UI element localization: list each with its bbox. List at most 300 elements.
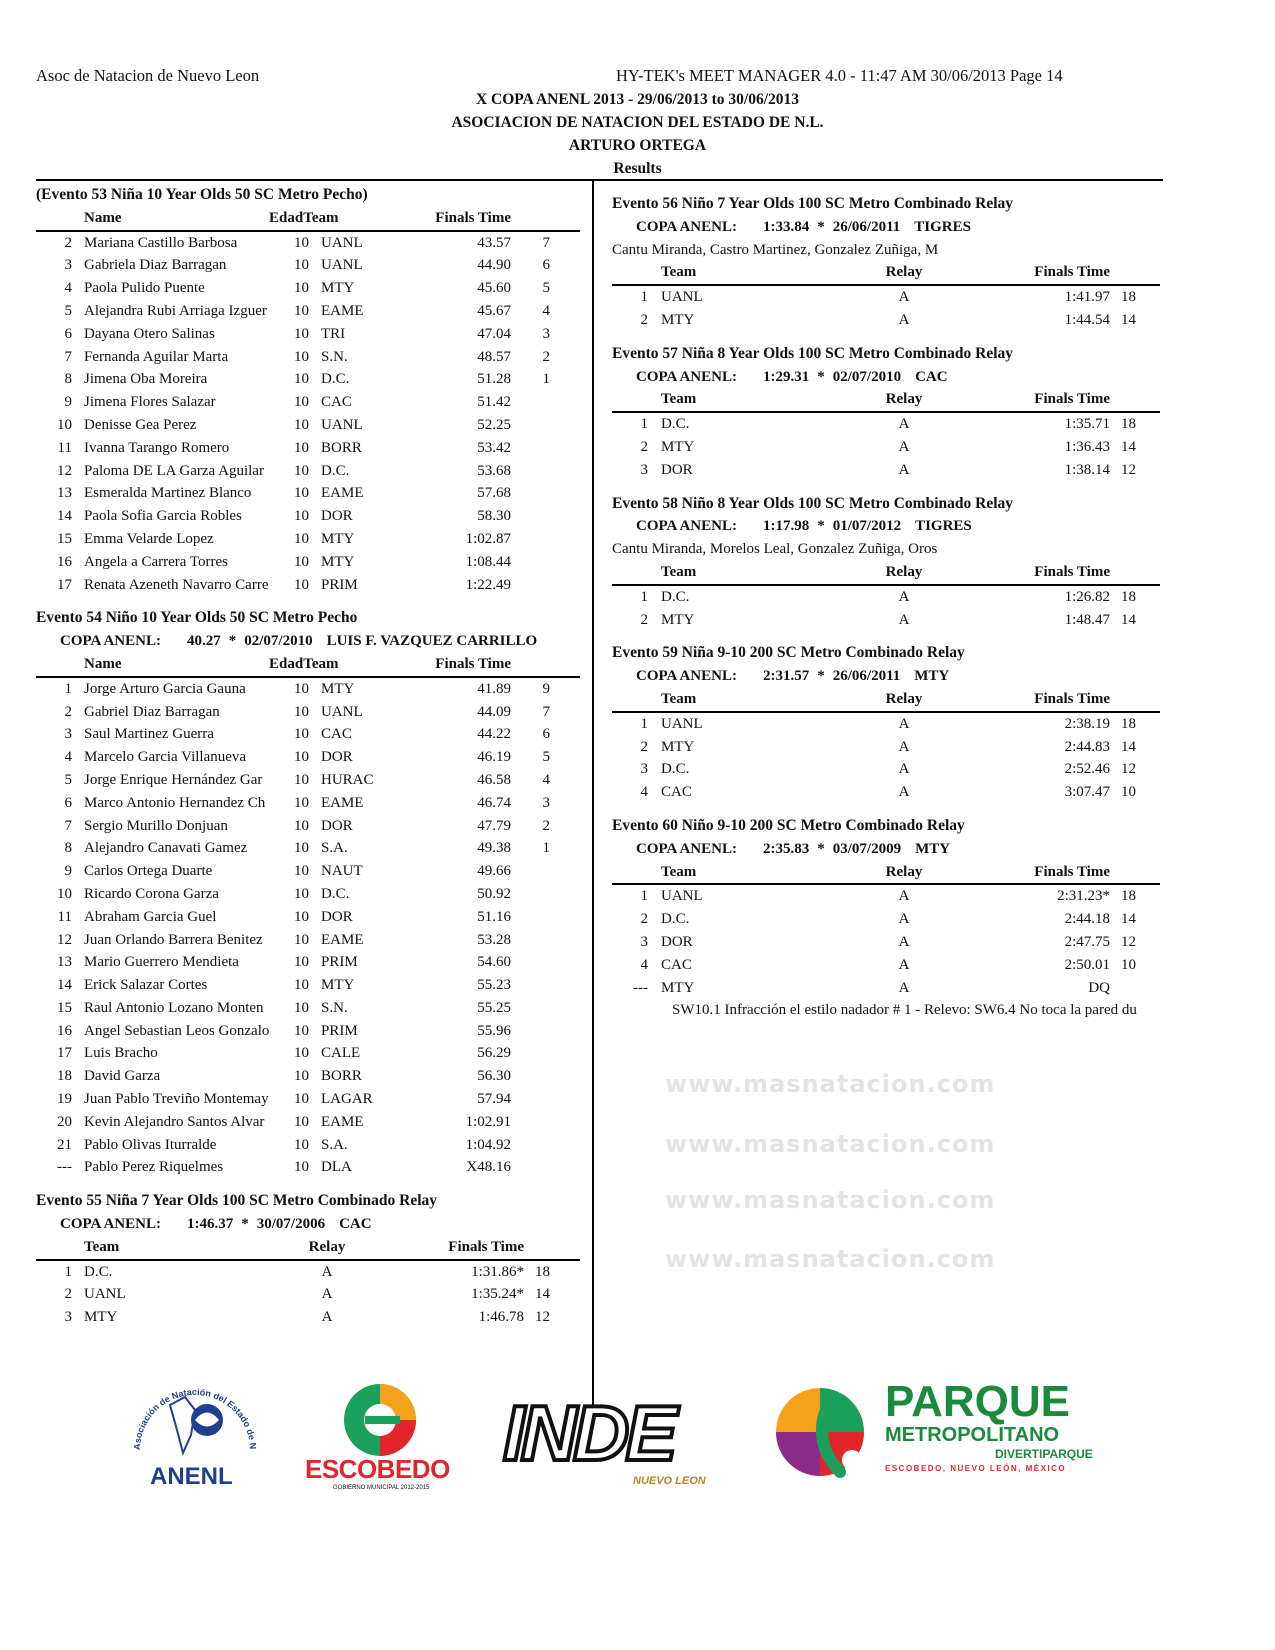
association-title: ASOCIACION DE NATACION DEL ESTADO DE N.L. [451, 114, 824, 131]
escobedo-logo [305, 1380, 455, 1500]
result-name: Paloma DE LA Garza Aguilar [84, 462, 264, 479]
result-place: 2 [640, 911, 648, 928]
result-row [612, 885, 1160, 908]
result-time: DQ [1088, 979, 1110, 996]
result-place: 9 [64, 394, 72, 411]
result-row [36, 368, 580, 391]
result-team: MTY [661, 438, 695, 455]
result-time: 1:02.87 [465, 530, 511, 547]
result-row [36, 769, 580, 792]
result-points: 2 [542, 348, 550, 365]
result-team: DOR [661, 461, 693, 478]
result-row [36, 1065, 580, 1088]
result-points: 14 [1121, 611, 1136, 628]
result-time: 2:50.01 [1064, 956, 1110, 973]
result-time: 46.58 [477, 771, 511, 788]
result-place: 11 [57, 908, 72, 925]
result-row [36, 528, 580, 551]
result-team: UANL [321, 234, 363, 251]
meet-record [612, 366, 1160, 389]
result-time: 45.60 [477, 280, 511, 297]
result-relay: A [898, 289, 910, 306]
result-relay: A [321, 1286, 333, 1303]
result-place: 3 [64, 726, 72, 743]
record-time: 2:31.57 [762, 668, 810, 685]
result-place: --- [57, 1159, 72, 1176]
result-place: 10 [57, 885, 72, 902]
result-team: D.C. [661, 761, 690, 778]
result-age: 10 [294, 977, 309, 994]
result-place: 3 [64, 1309, 72, 1326]
result-points: 18 [1121, 289, 1136, 306]
result-row [612, 736, 1160, 759]
result-team: CALE [321, 1045, 361, 1062]
result-team: D.C. [661, 588, 690, 605]
parque-line1: PARQUE [885, 1377, 1070, 1426]
meet-record [36, 630, 580, 653]
inde-sub: NUEVO LEON [633, 1475, 706, 1487]
event-block [612, 815, 1160, 1022]
result-name: Paola Sofia Garcia Robles [84, 508, 242, 525]
result-team: D.C. [321, 371, 350, 388]
header-relay: Relay [885, 264, 923, 281]
result-row [36, 837, 580, 860]
header-team: Team [661, 563, 697, 580]
anenl-name: ANENL [150, 1463, 233, 1490]
result-age: 10 [294, 234, 309, 251]
result-row [36, 254, 580, 277]
result-name: Fernanda Aguilar Marta [84, 348, 229, 365]
result-time: 51.16 [477, 908, 511, 925]
result-row [36, 1156, 580, 1179]
result-place: --- [633, 979, 648, 996]
result-points: 5 [542, 749, 550, 766]
result-relay: A [898, 588, 910, 605]
inde-name: INDE [503, 1389, 674, 1477]
parque-line3: DIVERTIPARQUE [995, 1447, 1093, 1461]
result-time: 1:46.78 [478, 1309, 524, 1326]
event-title: (Evento 53 Niña 10 Year Olds 50 SC Metro Pecho) [36, 186, 368, 203]
result-points: 7 [542, 234, 550, 251]
event-title: Evento 56 Niño 7 Year Olds 100 SC Metro Combinado Relay [612, 195, 1014, 212]
result-place: 8 [64, 371, 72, 388]
result-time: 49.66 [477, 863, 511, 880]
result-name: Jimena Flores Salazar [84, 394, 216, 411]
result-team: EAME [321, 1113, 364, 1130]
result-relay: A [898, 438, 910, 455]
result-age: 10 [294, 302, 309, 319]
result-row [36, 414, 580, 437]
result-team: S.A. [321, 1136, 348, 1153]
result-place: 6 [64, 325, 72, 342]
result-time: 2:31.23* [1057, 888, 1110, 905]
result-time: 50.92 [477, 885, 511, 902]
result-place: 4 [640, 784, 648, 801]
result-row [36, 1134, 580, 1157]
result-place: 1 [640, 715, 648, 732]
result-time: 1:48.47 [1064, 611, 1110, 628]
result-age: 10 [294, 348, 309, 365]
result-time: 57.68 [477, 485, 511, 502]
result-row [36, 883, 580, 906]
result-place: 1 [640, 588, 648, 605]
result-points: 12 [535, 1309, 550, 1326]
svg-text:Asociación de Natación del Est [125, 1375, 258, 1450]
record-holder: LUIS F. VAZQUEZ CARRILLO [326, 633, 538, 650]
result-name: Jimena Oba Moreira [84, 371, 208, 388]
result-place: 2 [64, 703, 72, 720]
header-team: Team [661, 264, 697, 281]
result-points: 4 [542, 302, 550, 319]
result-time: X48.16 [466, 1159, 511, 1176]
result-row [36, 323, 580, 346]
result-row [612, 977, 1160, 1000]
result-team: CAC [661, 956, 692, 973]
result-relay: A [898, 888, 910, 905]
result-time: 1:08.44 [465, 553, 511, 570]
result-age: 10 [294, 680, 309, 697]
result-team: DLA [321, 1159, 352, 1176]
result-time: 55.23 [477, 977, 511, 994]
result-row [612, 713, 1160, 736]
result-time: 54.60 [477, 954, 511, 971]
result-time: 58.30 [477, 508, 511, 525]
result-place: 5 [64, 302, 72, 319]
result-row [612, 586, 1160, 609]
header-name: Name [84, 209, 122, 226]
result-points: 3 [542, 325, 550, 342]
result-row [36, 551, 580, 574]
result-row [36, 574, 580, 597]
result-age: 10 [294, 508, 309, 525]
result-place: 5 [64, 771, 72, 788]
result-place: 10 [57, 416, 72, 433]
result-age: 10 [294, 840, 309, 857]
result-team: DOR [321, 817, 353, 834]
result-name: Ricardo Corona Garza [84, 885, 219, 902]
result-row [36, 701, 580, 724]
record-date: 26/06/2011 [832, 218, 901, 235]
event-title: Evento 55 Niña 7 Year Olds 100 SC Metro Combinado Relay [36, 1192, 438, 1210]
result-place: 18 [57, 1068, 72, 1085]
result-age: 10 [294, 1113, 309, 1130]
record-label: COPA ANENL: [60, 1216, 161, 1233]
event-block [36, 1190, 580, 1329]
result-relay: A [898, 979, 910, 996]
header-time: Finals Time [1034, 563, 1110, 580]
record-time: 1:29.31 [762, 368, 810, 385]
result-place: 3 [640, 461, 648, 478]
record-mark: * [241, 1216, 249, 1233]
record-date: 01/07/2012 [832, 518, 902, 535]
result-name: Luis Bracho [84, 1045, 158, 1062]
result-row [36, 723, 580, 746]
header-relay: Relay [308, 1238, 346, 1255]
table-header [36, 207, 580, 232]
watermark: www.masnatacion.com [665, 1070, 996, 1098]
result-row [36, 974, 580, 997]
result-points: 7 [542, 703, 550, 720]
result-team: CAC [321, 394, 352, 411]
result-age: 10 [294, 371, 309, 388]
result-time: 47.79 [477, 817, 511, 834]
result-time: 43.57 [477, 234, 511, 251]
relay-swimmers: Cantu Miranda, Castro Martinez, Gonzalez Zuñiga, M [612, 241, 939, 258]
result-team: HURAC [321, 771, 374, 788]
result-team: CAC [321, 726, 352, 743]
record-date: 26/06/2011 [832, 668, 901, 685]
result-place: 11 [57, 439, 72, 456]
result-time: 48.57 [477, 348, 511, 365]
result-team: S.N. [321, 999, 348, 1016]
result-age: 10 [294, 794, 309, 811]
result-points: 1 [542, 840, 550, 857]
table-header [36, 1236, 580, 1261]
result-place: 2 [64, 1286, 72, 1303]
result-points: 18 [1121, 715, 1136, 732]
table-header [36, 653, 580, 678]
result-name: Sergio Murillo Donjuan [84, 817, 228, 834]
event-title: Evento 59 Niña 9-10 200 SC Metro Combinado Relay [612, 644, 965, 662]
record-label: COPA ANENL: [636, 840, 737, 857]
result-points: 9 [542, 680, 550, 697]
result-age: 10 [294, 908, 309, 925]
record-date: 03/07/2009 [832, 840, 902, 857]
result-place: 2 [640, 438, 648, 455]
result-team: MTY [321, 977, 355, 994]
event-title: Evento 60 Niño 9-10 200 SC Metro Combinado Relay [612, 816, 965, 834]
result-place: 13 [57, 954, 72, 971]
header-name: Name [84, 655, 122, 672]
result-team: MTY [661, 311, 695, 328]
result-team: EAME [321, 485, 364, 502]
result-points: 18 [1121, 416, 1136, 433]
result-time: 2:38.19 [1064, 715, 1110, 732]
result-name: Angela a Carrera Torres [84, 553, 229, 570]
record-time: 2:35.83 [762, 840, 810, 857]
result-row [36, 232, 580, 255]
result-time: 53.42 [477, 439, 511, 456]
header-time: Finals Time [1034, 391, 1110, 408]
record-holder: CAC [339, 1216, 372, 1233]
org-name: Asoc de Natacion de Nuevo Leon [36, 66, 260, 85]
result-time: 45.67 [477, 302, 511, 319]
result-row [36, 746, 580, 769]
result-place: 3 [64, 257, 72, 274]
result-age: 10 [294, 1136, 309, 1153]
record-time: 1:33.84 [762, 218, 810, 235]
header-relay: Relay [885, 863, 923, 880]
result-age: 10 [294, 576, 309, 593]
result-team: BORR [321, 1068, 362, 1085]
header-time: Finals Time [1034, 690, 1110, 707]
software-info: HY-TEK's MEET MANAGER 4.0 - 11:47 AM 30/06/2013 Page 14 [616, 66, 1063, 85]
result-place: 9 [64, 863, 72, 880]
result-place: 1 [64, 1263, 72, 1280]
parque-logo [770, 1377, 1093, 1490]
result-row [36, 792, 580, 815]
result-row [612, 309, 1160, 332]
result-row [36, 300, 580, 323]
table-header [612, 561, 1160, 586]
result-team: D.C. [84, 1263, 113, 1280]
record-holder: CAC [915, 368, 948, 385]
result-time: 55.96 [477, 1022, 511, 1039]
result-place: 8 [64, 840, 72, 857]
meet-record [612, 838, 1160, 861]
result-name: Esmeralda Martinez Blanco [84, 485, 252, 502]
result-team: MTY [661, 979, 695, 996]
result-age: 10 [294, 1022, 309, 1039]
record-time: 1:17.98 [762, 518, 810, 535]
result-age: 10 [294, 530, 309, 547]
result-name: Gabriela Diaz Barragan [84, 257, 227, 274]
result-team: UANL [661, 715, 703, 732]
result-time: 1:44.54 [1064, 311, 1110, 328]
watermark: www.masnatacion.com [665, 1186, 996, 1214]
escobedo-name [305, 1454, 450, 1485]
result-points: 18 [1121, 888, 1136, 905]
result-row [36, 1283, 580, 1306]
result-team: D.C. [321, 885, 350, 902]
record-time: 40.27 [186, 633, 221, 650]
result-points: 12 [1121, 933, 1136, 950]
result-row [612, 954, 1160, 977]
result-name: Alejandro Canavati Gamez [84, 840, 248, 857]
result-time: 52.25 [477, 416, 511, 433]
result-relay: A [898, 461, 910, 478]
result-team: UANL [84, 1286, 126, 1303]
result-team: MTY [84, 1309, 118, 1326]
result-relay: A [898, 784, 910, 801]
result-points: 12 [1121, 761, 1136, 778]
result-team: CAC [661, 784, 692, 801]
result-team: MTY [321, 553, 355, 570]
sponsor-logos [0, 1375, 1275, 1505]
result-row [36, 482, 580, 505]
result-relay: A [321, 1309, 333, 1326]
result-time: 3:07.47 [1064, 784, 1110, 801]
result-team: NAUT [321, 863, 363, 880]
result-age: 10 [294, 771, 309, 788]
top-rule [36, 179, 1163, 181]
result-name: Saul Martinez Guerra [84, 726, 214, 743]
anenl-ring-text: Asociación de Natación del Estado de N [131, 1386, 259, 1451]
result-team: TRI [321, 325, 346, 342]
header-relay: Relay [885, 563, 923, 580]
result-points: 4 [542, 771, 550, 788]
result-points: 14 [1121, 738, 1136, 755]
result-name: Carlos Ortega Duarte [84, 863, 213, 880]
result-team: MTY [321, 680, 355, 697]
result-name: Alejandra Rubi Arriaga Izguer [84, 302, 267, 319]
result-time: 51.28 [477, 371, 511, 388]
result-name: Abraham Garcia Guel [84, 908, 217, 925]
result-age: 10 [294, 325, 309, 342]
result-team: PRIM [321, 576, 358, 593]
result-time: 44.22 [477, 726, 511, 743]
header-relay: Relay [885, 690, 923, 707]
record-holder: TIGRES [914, 218, 971, 235]
result-time: 53.68 [477, 462, 511, 479]
parque-line4: ESCOBEDO, NUEVO LEÓN, MÉXICO [885, 1464, 1067, 1473]
result-team: S.A. [321, 840, 348, 857]
result-place: 21 [57, 1136, 72, 1153]
result-points: 5 [542, 280, 550, 297]
result-name: Dayana Otero Salinas [84, 325, 215, 342]
header-time: Finals Time [448, 1238, 524, 1255]
result-place: 2 [640, 311, 648, 328]
result-row [612, 908, 1160, 931]
column-divider [592, 180, 594, 1420]
meet-record [612, 216, 1160, 239]
result-place: 16 [57, 553, 72, 570]
watermark: www.masnatacion.com [665, 1130, 996, 1158]
result-age: 10 [294, 703, 309, 720]
event-block [612, 642, 1160, 804]
result-team: MTY [661, 611, 695, 628]
table-header [612, 861, 1160, 886]
result-age: 10 [294, 885, 309, 902]
result-points: 1 [542, 371, 550, 388]
header-time: Finals Time [435, 209, 511, 226]
result-name: Mariana Castillo Barbosa [84, 234, 238, 251]
result-name: Paola Pulido Puente [84, 280, 205, 297]
meet-record [612, 665, 1160, 688]
result-row [36, 906, 580, 929]
result-team: D.C. [661, 416, 690, 433]
record-label: COPA ANENL: [636, 668, 737, 685]
result-relay: A [898, 761, 910, 778]
result-team: UANL [661, 888, 703, 905]
result-time: 44.90 [477, 257, 511, 274]
record-date: 02/07/2010 [244, 633, 313, 650]
right-column [612, 193, 1160, 1033]
result-place: 17 [57, 1045, 72, 1062]
result-points: 10 [1121, 956, 1136, 973]
result-row [36, 1042, 580, 1065]
result-age: 10 [294, 954, 309, 971]
record-label: COPA ANENL: [636, 368, 737, 385]
result-team: EAME [321, 302, 364, 319]
result-time: 56.30 [477, 1068, 511, 1085]
result-time: 51.42 [477, 394, 511, 411]
result-team: UANL [321, 703, 363, 720]
escobedo-sub: GOBIERNO MUNICIPAL 2012-2015 [333, 1485, 430, 1491]
result-name: Marco Antonio Hernandez Ch [84, 794, 266, 811]
result-name: Jorge Enrique Hernández Gar [84, 771, 263, 788]
result-name: Jorge Arturo Garcia Gauna [84, 680, 246, 697]
result-place: 19 [57, 1091, 72, 1108]
result-row [36, 815, 580, 838]
result-time: 2:52.46 [1064, 761, 1110, 778]
result-row [36, 929, 580, 952]
result-time: 1:02.91 [465, 1113, 511, 1130]
result-team: EAME [321, 931, 364, 948]
result-team: DOR [321, 508, 353, 525]
result-place: 2 [640, 738, 648, 755]
result-relay: A [898, 416, 910, 433]
result-time: 1:31.86* [471, 1263, 524, 1280]
result-row [36, 678, 580, 701]
result-name: Juan Pablo Treviño Montemay [84, 1091, 269, 1108]
result-age: 10 [294, 999, 309, 1016]
result-place: 4 [64, 749, 72, 766]
result-age: 10 [294, 485, 309, 502]
result-team: MTY [321, 530, 355, 547]
result-team: BORR [321, 439, 362, 456]
result-time: 1:35.24* [471, 1286, 524, 1303]
